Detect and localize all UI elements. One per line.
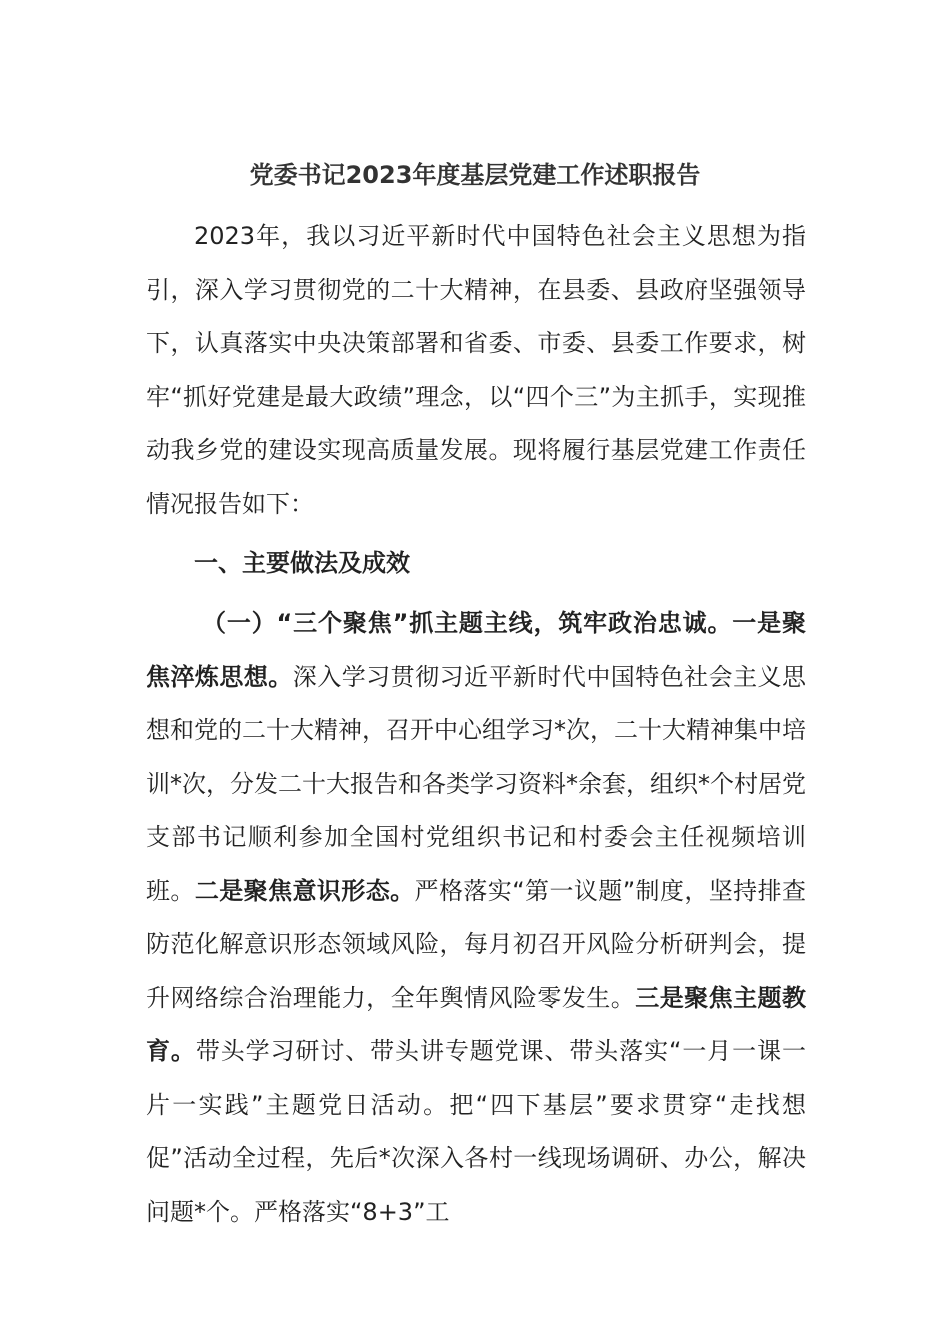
- section-paragraph: [146, 597, 806, 1239]
- point-3-title: 三是聚焦主题教育。: [146, 983, 807, 1065]
- intro-paragraph: 2023年，我以习近平新时代中国特色社会主义思想为指引，深入学习贯彻党的二十大精神，在县委、县政府坚强领导下，认真落实中央决策部署和省委、市委、县委工作要求，树牢“抓好党建是最大政绩”理念，以“四个三”为主抓手，实现推动我乡党的建设实现高质量发展。现将履行基层党建工作责任情况报告如下：: [146, 222, 806, 518]
- document-body: [146, 210, 806, 1239]
- point-2-text: 严格落实“第一议题”制度，坚持排查防范化解意识形态领域风险，每月初召开风险分析研判会，提升网络综合治理能力，全年舆情风险零发生。: [146, 876, 807, 1012]
- point-1-text: 深入学习贯彻习近平新时代中国特色社会主义思想和党的二十大精神，召开中心组学习*次，二十大精神集中培训*次，分发二十大报告和各类学习资料*余套，组织*个村居党支部书记顺利参加全国村党组织书记和村委会主任视频培训班。: [146, 662, 807, 905]
- point-2-title: 二是聚焦意识形态。: [194, 876, 415, 905]
- subsection-lead: （一）“三个聚焦”抓主题主线，筑牢政治忠诚。: [202, 609, 733, 637]
- section-heading: 一、主要做法及成效: [194, 549, 410, 577]
- point-3-text: 带头学习研讨、带头讲专题党课、带头落实“一月一课一片一实践”主题党日活动。把“四下基层”要求贯穿“走找想促”活动全过程，先后*次深入各村一线现场调研、办公，解决问题*个。严格落实“8+3”工: [146, 1037, 806, 1226]
- document-title: 党委书记2023年度基层党建工作述职报告: [249, 161, 701, 189]
- point-1-title: 一是聚焦淬炼思想。: [146, 609, 807, 691]
